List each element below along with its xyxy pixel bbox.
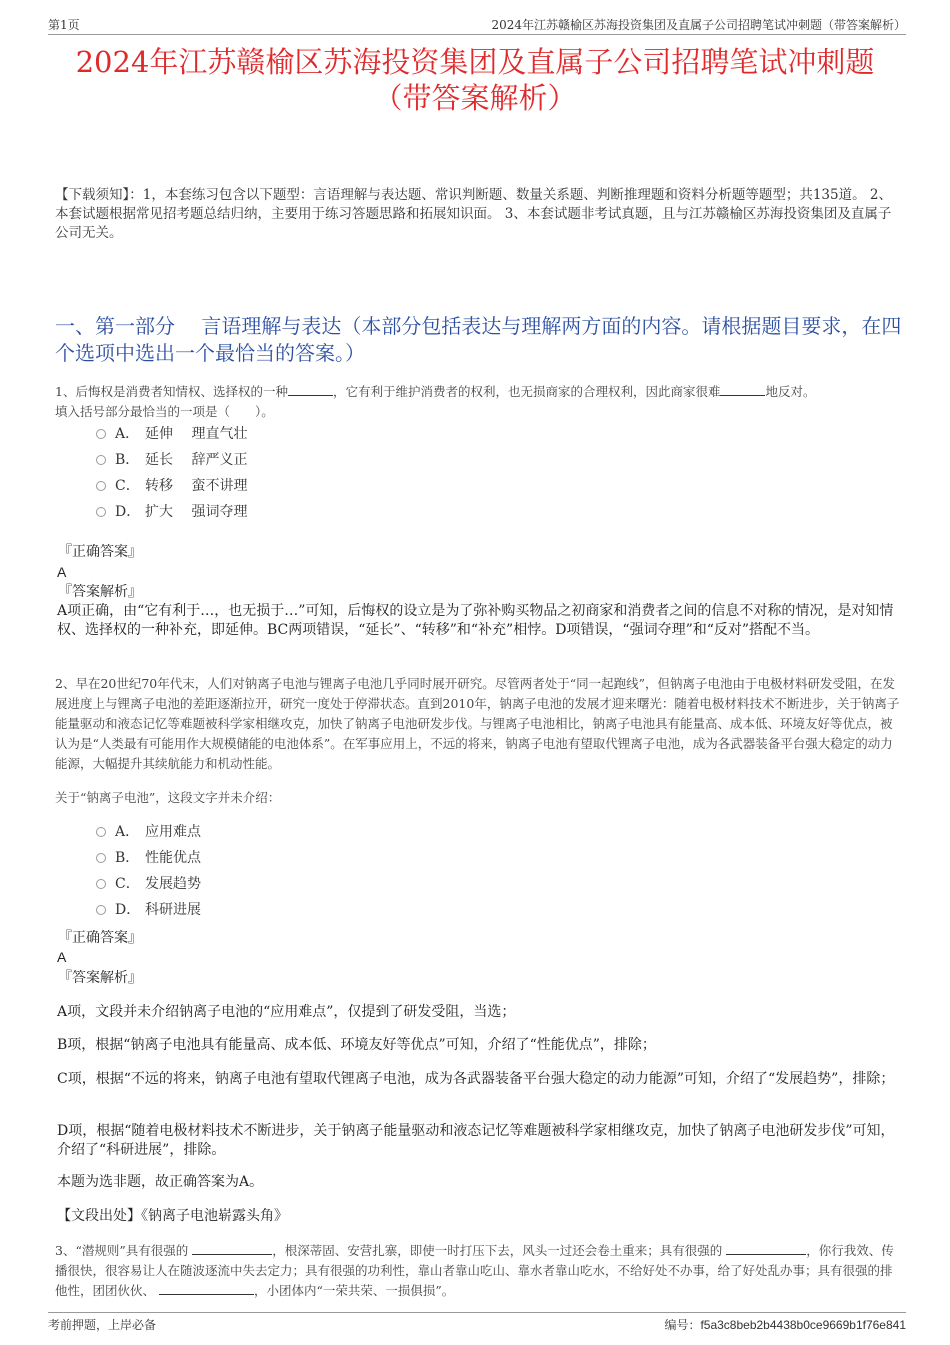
radio-icon[interactable] xyxy=(96,905,106,915)
option-b[interactable]: B． 性能优点 xyxy=(96,845,201,871)
radio-icon[interactable] xyxy=(96,507,106,517)
analysis-label: 『答案解析』 xyxy=(58,970,142,986)
analysis-text: A项正确，由“它有利于…，也无损于…”可知，后悔权的设立是为了弥补购买物品之初商家和消费者之间的信息不对称的情况，是对知情权、选择权的一种补充，即延伸。BC两项错误，“延长”、“转移”和“补充”相悖。D项错误，“强词夺理”和“反对”搭配不当。 xyxy=(57,603,894,638)
question-1-prompt: 填入括号部分最恰当的一项是（ ）。 xyxy=(55,404,274,419)
footer-code: 编号：f5a3c8beb2b4438b0ce9669b1f76e841 xyxy=(664,1318,906,1332)
page-header xyxy=(48,14,906,35)
option-b[interactable]: B． 延长 辞严义正 xyxy=(96,447,247,473)
analysis-d: D项，根据“随着电极材料技术不断进步，关于钠离子能量驱动和液态记忆等难题被科学家相继攻克，加快了钠离子电池研发步伐”可知，介绍了“科研进展”，排除。 xyxy=(57,1123,895,1158)
option-d[interactable]: D． 科研进展 xyxy=(96,897,201,923)
analysis-b: B项，根据“钠离子电池具有能量高、成本低、环境友好等优点”可知，介绍了“性能优点”，排除； xyxy=(57,1037,656,1053)
section-heading: 一、第一部分 言语理解与表达（本部分包括表达与理解两方面的内容。请根据题目要求，在四个选项中选出一个最恰当的答案。） xyxy=(55,314,902,365)
radio-icon[interactable] xyxy=(96,879,106,889)
option-d[interactable]: D． 扩大 强词夺理 xyxy=(96,499,247,525)
question-1-options xyxy=(96,421,247,525)
option-a[interactable]: A． 应用难点 xyxy=(96,819,201,845)
question-2-passage: 2、早在20世纪70年代末，人们对钠离子电池与锂离子电池几乎同时展开研究。尽管两者处于“同一起跑线”，但钠离子电池由于电极材料研发受阻，在发展进度上与锂离子电池的差距逐渐拉开，研究一度处于停滞状态。直到2010年，钠离子电池的发展才迎来曙光：随着电极材料技术不断进步，关于钠离子能量驱动和液态记忆等难题被科学家相继攻克，加快了钠离子电池研发步伐。与锂离子电池相比，钠离子电池具有能量高、成本低、环境友好等优点，被认为是“人类最有可能用作大规模储能的电池体系”。在军事应用上，不远的将来，钠离子电池有望取代锂离子电池，成为各武器装备平台强大稳定的动力能源，大幅提升其续航能力和机动性能。 xyxy=(55,676,900,771)
download-notice: 【下载须知】：1，本套练习包含以下题型：言语理解与表达题、常识判断题、数量关系题、判断推理题和资料分析题等题型；共135道。 2、本套试题根据常见招考题总结归纳，主要用于练习答题思路和拓展知识面。 3、本套试题非考试真题，且与江苏赣榆区苏海投资集团及直属子公司无关。 xyxy=(55,187,892,241)
title-line-1: 2024年江苏赣榆区苏海投资集团及直属子公司招聘笔试冲刺题 xyxy=(75,45,875,79)
fill-blank xyxy=(720,383,765,396)
fill-blank xyxy=(159,1282,254,1295)
fill-blank xyxy=(192,1242,272,1255)
analysis-label: 『答案解析』 xyxy=(58,584,142,600)
answer-value: A xyxy=(57,564,67,580)
title-line-2: （带答案解析） xyxy=(373,81,577,115)
analysis-c: C项，根据“不远的将来，钠离子电池有望取代锂离子电池，成为各武器装备平台强大稳定的动力能源”可知，介绍了“发展趋势”，排除； xyxy=(57,1071,895,1087)
page-number: 第1页 xyxy=(48,18,80,32)
answer-value: A xyxy=(57,949,67,965)
radio-icon[interactable] xyxy=(96,455,106,465)
analysis-a: A项，文段并未介绍钠离子电池的“应用难点”，仅提到了研发受阻，当选； xyxy=(57,1004,516,1020)
passage-source: 【文段出处】《钠离子电池崭露头角》 xyxy=(57,1208,288,1224)
answer-label: 『正确答案』 xyxy=(58,544,142,560)
option-a[interactable]: A． 延伸 理直气壮 xyxy=(96,421,247,447)
option-c[interactable]: C． 发展趋势 xyxy=(96,871,201,897)
document-title xyxy=(40,44,910,116)
question-1-stem: 1、后悔权是消费者知情权、选择权的一种 ，它有利于维护消费者的权利，也无损商家的合理权利，因此商家很难 地反对。 xyxy=(55,384,816,399)
radio-icon[interactable] xyxy=(96,481,106,491)
question-2-stem: 关于“钠离子电池”，这段文字并未介绍： xyxy=(55,790,281,805)
conclusion: 本题为选非题，故正确答案为A。 xyxy=(57,1174,264,1190)
option-c[interactable]: C． 转移 蛮不讲理 xyxy=(96,473,247,499)
question-1 xyxy=(55,382,902,422)
question-2-options xyxy=(96,819,201,923)
header-doc-title: 2024年江苏赣榆区苏海投资集团及直属子公司招聘笔试冲刺题（带答案解析） xyxy=(491,18,906,32)
fill-blank xyxy=(288,383,333,396)
page-footer xyxy=(48,1312,906,1333)
radio-icon[interactable] xyxy=(96,853,106,863)
radio-icon[interactable] xyxy=(96,429,106,439)
question-3: 3、“潜规则”具有很强的 ，根深蒂固、安营扎寨，即使一时打压下去，风头一过还会卷土重来；具有很强的 ，你行我效、传播很快，很容易让人在随波逐流中失去定力；具有很强的功利性，靠山者靠山吃山、靠水者靠山吃水，不给好处不办事，给了好处乱办事；具有很强的排他性，团团伙伙、 ，小团体内“一荣共荣、一损俱损”。 xyxy=(55,1243,894,1298)
footer-slogan: 考前押题，上岸必备 xyxy=(48,1318,157,1332)
radio-icon[interactable] xyxy=(96,827,106,837)
fill-blank xyxy=(726,1242,806,1255)
answer-label: 『正确答案』 xyxy=(58,930,142,946)
